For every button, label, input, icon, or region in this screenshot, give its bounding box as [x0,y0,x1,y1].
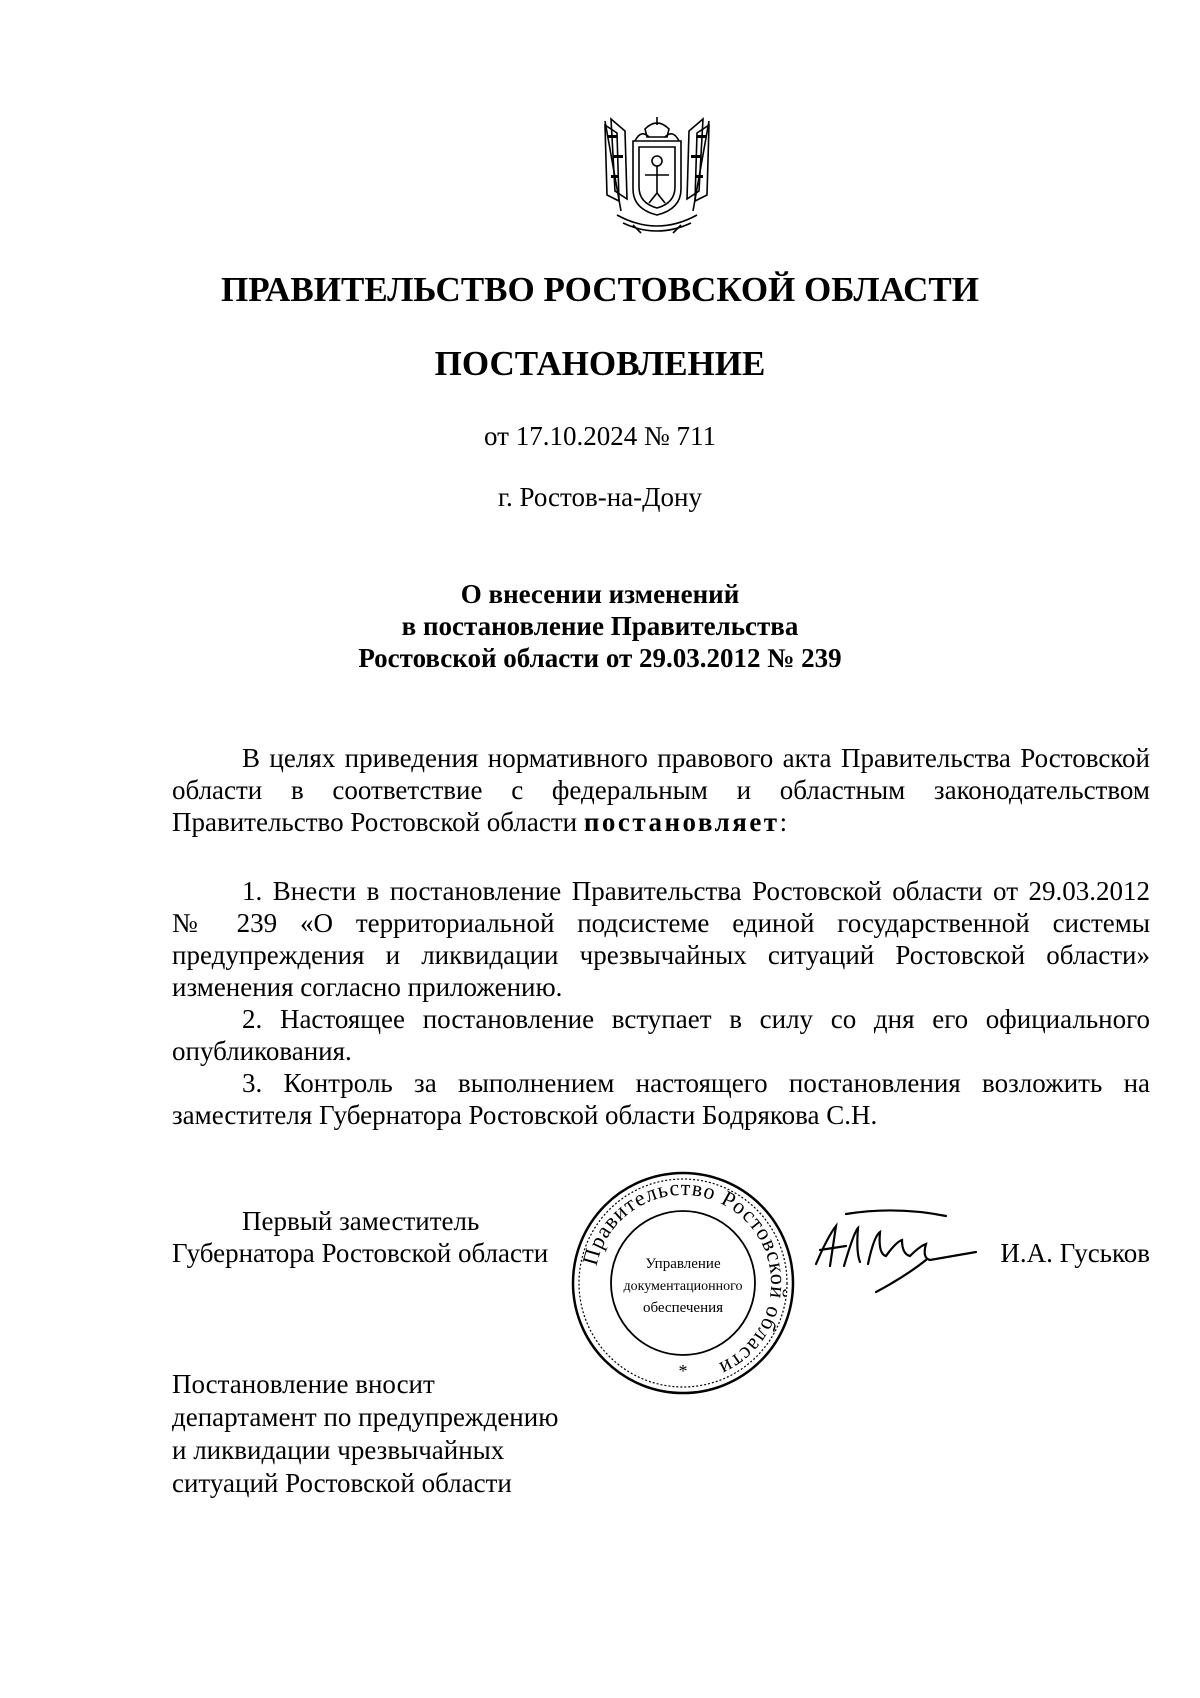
prepared-by-line: ситуаций Ростовской области [172,1468,512,1498]
document-subject [0,578,1200,674]
subject-line: в постановление Правительства [401,611,799,641]
date-and-number: от 17.10.2024 № 711 [484,421,716,451]
prepared-by-block [172,1368,558,1500]
preamble [172,742,1150,838]
resolution-item: 2. Настоящее постановление вступает в силу со дня его официального опубликования. [172,1004,1150,1066]
resolution-item: 3. Контроль за выполнением настоящего постановления возложить на заместителя Губернатора Ростовской области Бодрякова С.Н. [172,1068,1150,1130]
subject-line: Ростовской области от 29.03.2012 № 239 [358,643,842,673]
signatory-name: И.А. Гуськов [1000,1238,1150,1268]
handwritten-signature [806,1206,986,1296]
preamble-paragraph [172,742,1150,838]
prepared-by-line: Постановление вносит [172,1369,435,1399]
city: г. Ростов-на-Дону [497,482,702,512]
document-type: ПОСТАНОВЛЕНИЕ [434,344,766,383]
stamp-star: * [678,1361,688,1381]
resolution-item: 1. Внести в постановление Правительства Ростовской области от 29.03.2012 № 239 «О территориальной подсистеме единой государственной системы предупреждения и ликвидации чрезвычайных ситуаций Ростовской области» изменения согласно приложению. [172,876,1150,1002]
prepared-by-line: департамент по предупреждению [172,1402,559,1432]
preamble-verb: постановляет [583,807,780,837]
subject-line: О внесении изменений [460,579,740,609]
signatory-position-line: Первый заместитель [242,1206,480,1236]
stamp-center-line: обеспечения [642,1300,724,1316]
stamp-center-line: Управление [645,1256,721,1272]
prepared-by-line: и ликвидации чрезвычайных [172,1435,505,1465]
signatory-position-line: Губернатора Ростовской области [172,1238,549,1268]
coat-of-arms-emblem [597,115,717,239]
government-title: ПРАВИТЕЛЬСТВО РОСТОВСКОЙ ОБЛАСТИ [221,270,979,309]
stamp-center-line: документационного [623,1279,743,1294]
signatory-position [172,1205,548,1269]
stamp-ring-text: Правительство Ростовской области [576,1174,792,1383]
official-stamp [570,1170,796,1396]
preamble-text: В целях приведения нормативного правового акта Правительства Ростовской области в соответствие с федеральным и областным законодательством Правительство Ростовской области [172,743,1150,837]
resolution-items [172,875,1150,1131]
preamble-colon: : [779,807,788,837]
